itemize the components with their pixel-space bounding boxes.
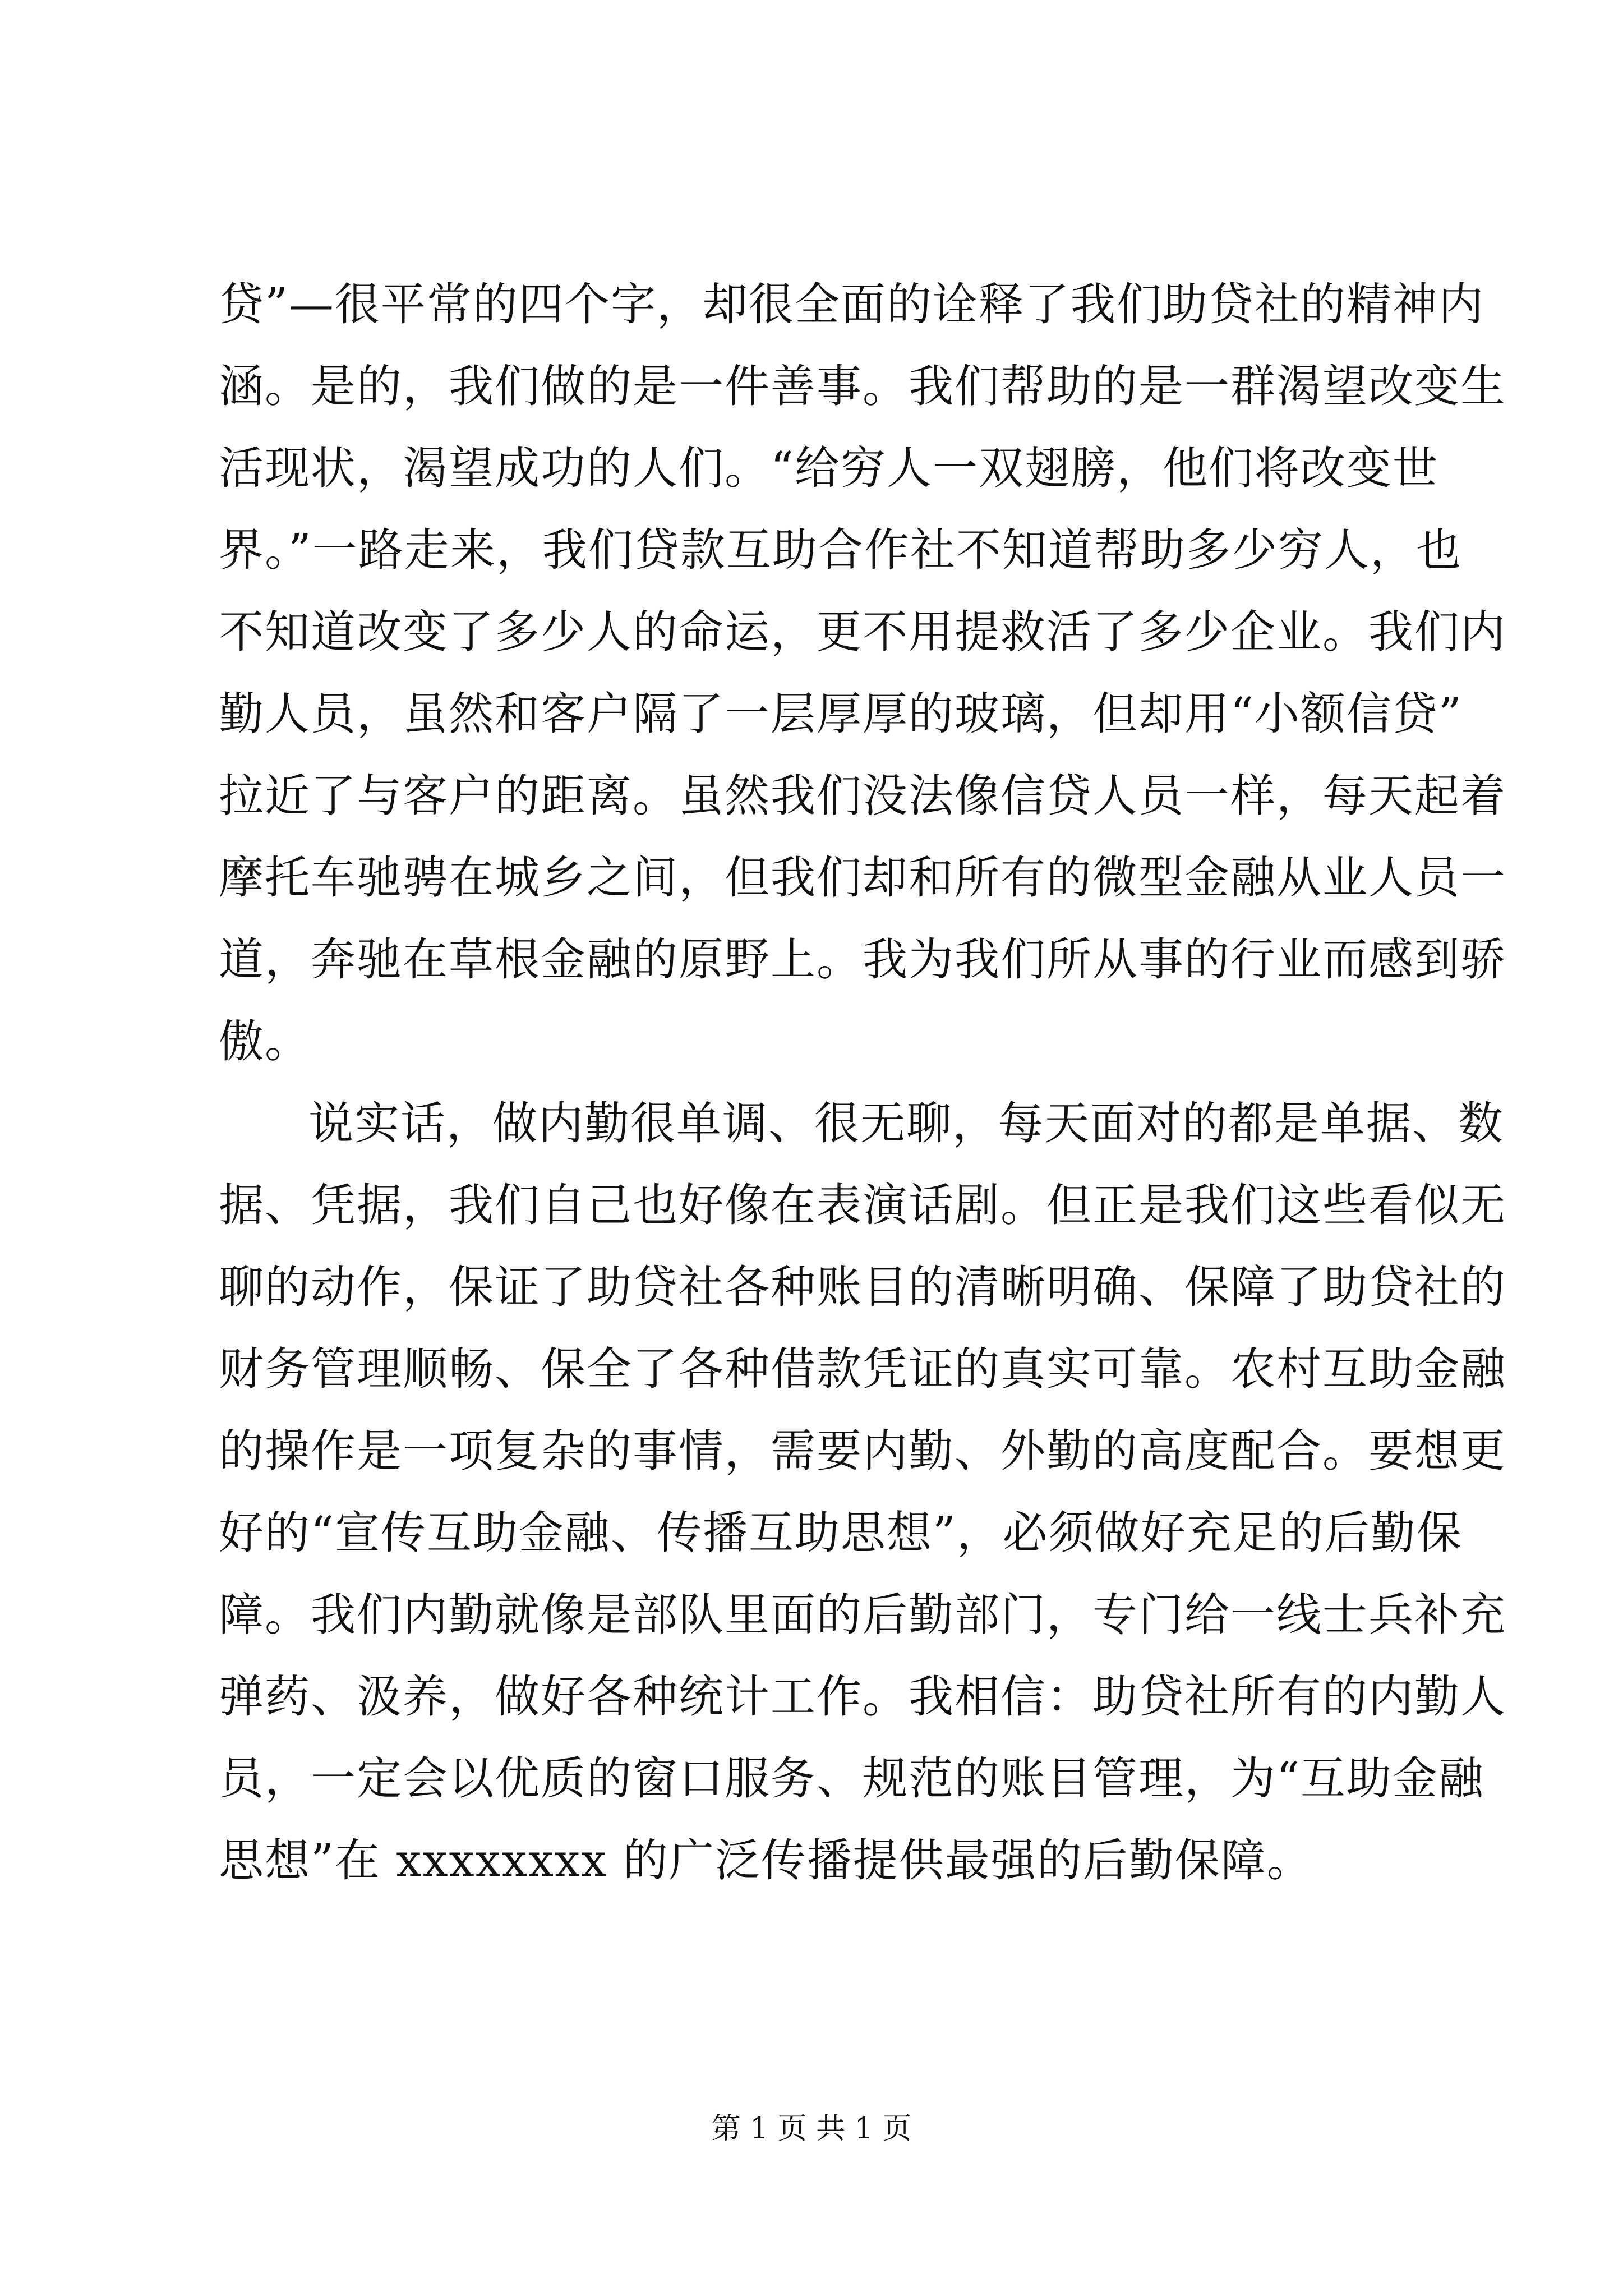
text-line: 财务管理顺畅、保全了各种借款凭证的真实可靠。农村互助金融 [219, 1343, 1506, 1395]
body-text [219, 264, 1506, 1902]
text-line: 弹药、汲养，做好各种统计工作。我相信：助贷社所有的内勤人 [219, 1671, 1506, 1723]
paragraph-2 [219, 1083, 1506, 1902]
text-line: 贷”—很平常的四个字，却很全面的诠释了我们助贷社的精神内 [219, 278, 1484, 330]
text-line: 聊的动作，保证了助贷社各种账目的清晰明确、保障了助贷社的 [219, 1261, 1506, 1313]
text-line: 摩托车驰骋在城乡之间，但我们却和所有的微型金融从业人员一 [219, 852, 1506, 904]
page-footer [0, 2109, 1623, 2148]
text-line: 道，奔驰在草根金融的原野上。我为我们所从事的行业而感到骄 [219, 933, 1506, 986]
text-line: 的操作是一项复杂的事情，需要内勤、外勤的高度配合。要想更 [219, 1425, 1506, 1477]
page-number: 第 1 页 共 1 页 [711, 2112, 912, 2146]
text-line: 涵。是的，我们做的是一件善事。我们帮助的是一群渴望改变生 [219, 360, 1506, 412]
text-line: 界。”一路走来，我们贷款互助合作社不知道帮助多少穷人，也 [219, 524, 1462, 576]
text-line: 据、凭据，我们自己也好像在表演话剧。但正是我们这些看似无 [219, 1179, 1506, 1231]
text-line: 思想”在 xxxxxxxx 的广泛传播提供最强的后勤保障。 [219, 1834, 1313, 1887]
text-line: 不知道改变了多少人的命运，更不用提救活了多少企业。我们内 [219, 606, 1506, 658]
text-line: 障。我们内勤就像是部队里面的后勤部门，专门给一线士兵补充 [219, 1589, 1506, 1641]
text-line: 说实话，做内勤很单调、很无聊，每天面对的都是单据、数 [308, 1097, 1504, 1149]
text-line: 好的“宣传互助金融、传播互助思想”，必须做好充足的后勤保 [219, 1507, 1463, 1559]
paragraph-1 [219, 264, 1506, 1083]
text-line: 拉近了与客户的距离。虽然我们没法像信贷人员一样，每天起着 [219, 770, 1506, 822]
text-line: 勤人员，虽然和客户隔了一层厚厚的玻璃，但却用“小额信贷” [219, 688, 1463, 740]
text-line: 员，一定会以优质的窗口服务、规范的账目管理，为“互助金融 [219, 1752, 1484, 1805]
text-line: 傲。 [219, 1015, 311, 1068]
text-line: 活现状，渴望成功的人们。“给穷人一双翅膀，他们将改变世 [219, 442, 1438, 494]
